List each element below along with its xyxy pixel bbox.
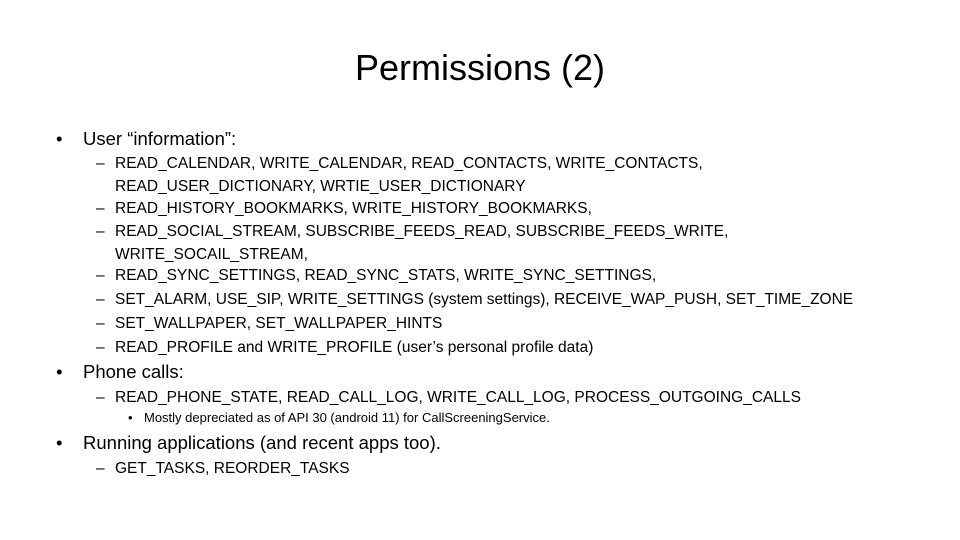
dash-icon: – [96, 267, 105, 284]
section-phone-calls [56, 361, 184, 383]
dash-icon: – [96, 460, 105, 477]
permission-text: READ_PROFILE and WRITE_PROFILE (user’s personal profile data) [115, 339, 594, 356]
list-item [96, 312, 442, 335]
permission-text: READ_CALENDAR, WRITE_CALENDAR, READ_CONTACTS, WRITE_CONTACTS, READ_USER_DICTIONARY, WRTIE_USER_DICTIONARY [115, 155, 703, 195]
list-item [96, 288, 853, 311]
dash-icon: – [96, 315, 105, 332]
bullet-icon: • [56, 128, 63, 149]
section-user-information [56, 128, 236, 150]
dash-icon: – [96, 389, 105, 406]
permission-text: SET_WALLPAPER, SET_WALLPAPER_HINTS [115, 315, 443, 332]
sub-note [128, 409, 550, 427]
section-running-applications [56, 432, 441, 454]
permission-text: GET_TASKS, REORDER_TASKS [115, 460, 350, 477]
permission-text: READ_SYNC_SETTINGS, READ_SYNC_STATS, WRITE_SYNC_SETTINGS, [115, 267, 657, 284]
bullet-icon: • [56, 432, 63, 453]
section-label: User “information”: [83, 128, 237, 149]
section-label: Running applications (and recent apps too). [83, 432, 441, 453]
list-item [96, 457, 350, 480]
permission-text: READ_PHONE_STATE, READ_CALL_LOG, WRITE_CALL_LOG, PROCESS_OUTGOING_CALLS [115, 389, 801, 406]
dash-icon: – [96, 155, 105, 172]
list-item [96, 336, 593, 359]
dash-icon: – [96, 291, 105, 308]
section-label: Phone calls: [83, 361, 184, 382]
dash-icon: – [96, 200, 105, 217]
bullet-icon: • [128, 410, 133, 425]
dash-icon: – [96, 223, 105, 240]
bullet-icon: • [56, 361, 63, 382]
list-item [96, 152, 703, 198]
permission-text: READ_HISTORY_BOOKMARKS, WRITE_HISTORY_BOOKMARKS, [115, 200, 592, 217]
list-item [96, 386, 801, 409]
sub-note-text: Mostly depreciated as of API 30 (android 11) for CallScreeningService. [144, 410, 550, 425]
slide-title: Permissions (2) [354, 47, 606, 88]
list-item [96, 220, 728, 266]
list-item [96, 264, 656, 287]
permission-text: READ_SOCIAL_STREAM, SUBSCRIBE_FEEDS_READ, SUBSCRIBE_FEEDS_WRITE, WRITE_SOCAIL_STREAM, [115, 223, 729, 263]
permission-text: SET_ALARM, USE_SIP, WRITE_SETTINGS (system settings), RECEIVE_WAP_PUSH, SET_TIME_ZONE [115, 291, 854, 308]
list-item [96, 197, 592, 220]
dash-icon: – [96, 339, 105, 356]
